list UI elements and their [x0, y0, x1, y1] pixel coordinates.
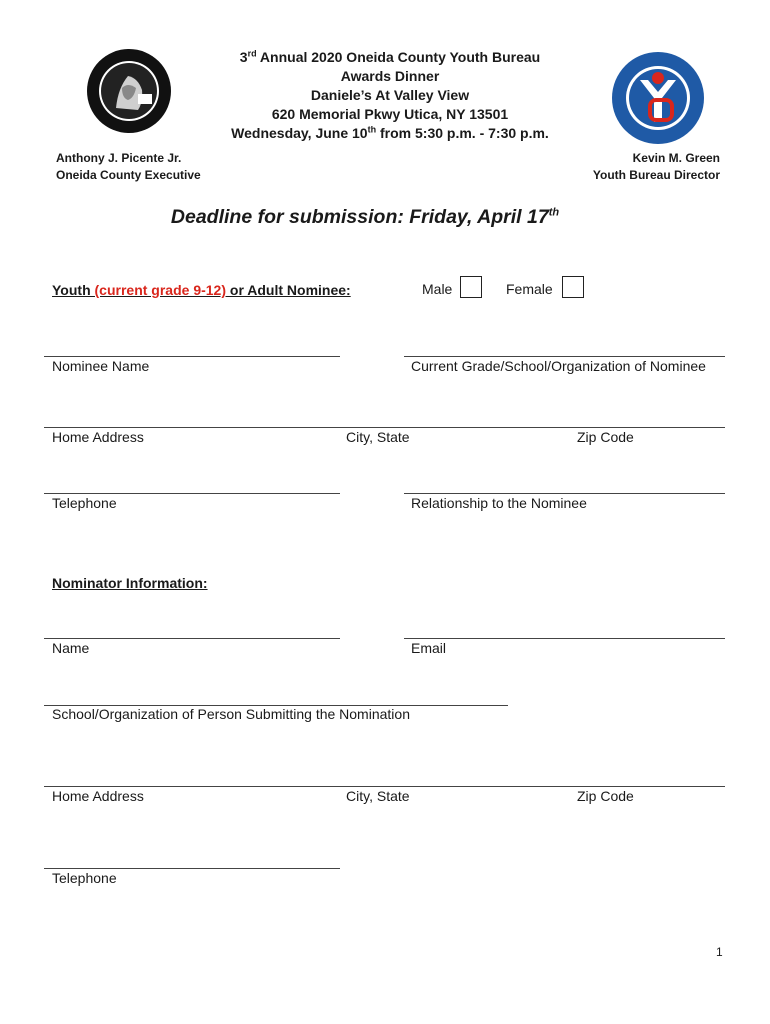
county-executive-name: Anthony J. Picente Jr.: [56, 151, 182, 165]
oneida-county-seal: [86, 48, 172, 134]
male-label: Male: [422, 281, 453, 297]
deadline-heading: Deadline for submission: Friday, April 17th: [170, 206, 560, 228]
relationship-label: Relationship to the Nominee: [411, 495, 587, 511]
female-checkbox[interactable]: [562, 276, 584, 298]
nominator-zip-code-label: Zip Code: [577, 788, 634, 804]
nominator-name-field[interactable]: [44, 638, 340, 639]
header-line-4: 620 Memorial Pkwy Utica, NY 13501: [271, 106, 509, 122]
relationship-field[interactable]: [404, 493, 725, 494]
nominator-city-state-label: City, State: [346, 788, 410, 804]
female-label: Female: [506, 281, 553, 297]
header-line-1: 3rd Annual 2020 Oneida County Youth Bureau: [239, 48, 541, 65]
nominee-name-label: Nominee Name: [52, 358, 150, 374]
nominator-email-field[interactable]: [404, 638, 725, 639]
male-checkbox[interactable]: [460, 276, 482, 298]
nominator-school-org-label: School/Organization of Person Submitting the Nomination: [52, 706, 410, 722]
nominee-name-field[interactable]: [44, 356, 340, 357]
event-header: [200, 48, 580, 143]
page-number: 1: [716, 945, 723, 959]
nominee-address-field[interactable]: [44, 427, 725, 428]
nominator-section-label: Nominator Information:: [52, 575, 208, 591]
nominator-home-address-label: Home Address: [52, 788, 144, 804]
header-line-2: Awards Dinner: [340, 68, 440, 84]
nominator-telephone-field[interactable]: [44, 868, 340, 869]
nominee-city-state-label: City, State: [346, 429, 410, 445]
grade-school-org-field[interactable]: [404, 356, 725, 357]
nominator-email-label: Email: [411, 640, 447, 656]
nominator-name-label: Name: [52, 640, 90, 656]
youth-bureau-logo: [610, 50, 706, 146]
youth-bureau-director: [593, 150, 720, 184]
grade-school-org-label: Current Grade/School/Organization of Nominee: [411, 358, 706, 374]
header-line-3: Daniele’s At Valley View: [310, 87, 470, 103]
nominator-address-field[interactable]: [44, 786, 725, 787]
county-executive-title: Oneida County Executive: [56, 168, 201, 182]
nominee-telephone-field[interactable]: [44, 493, 340, 494]
nominee-zip-code-label: Zip Code: [577, 429, 634, 445]
nominator-telephone-label: Telephone: [52, 870, 117, 886]
header-line-5: Wednesday, June 10th from 5:30 p.m. - 7:30 p.m.: [231, 124, 549, 141]
nominee-section-label: Youth (current grade 9-12) or Adult Nominee:: [52, 282, 351, 298]
director-title: Youth Bureau Director: [592, 168, 720, 182]
county-executive: [56, 150, 201, 184]
nominee-home-address-label: Home Address: [52, 429, 144, 445]
director-name: Kevin M. Green: [632, 151, 720, 165]
nominee-telephone-label: Telephone: [52, 495, 117, 511]
